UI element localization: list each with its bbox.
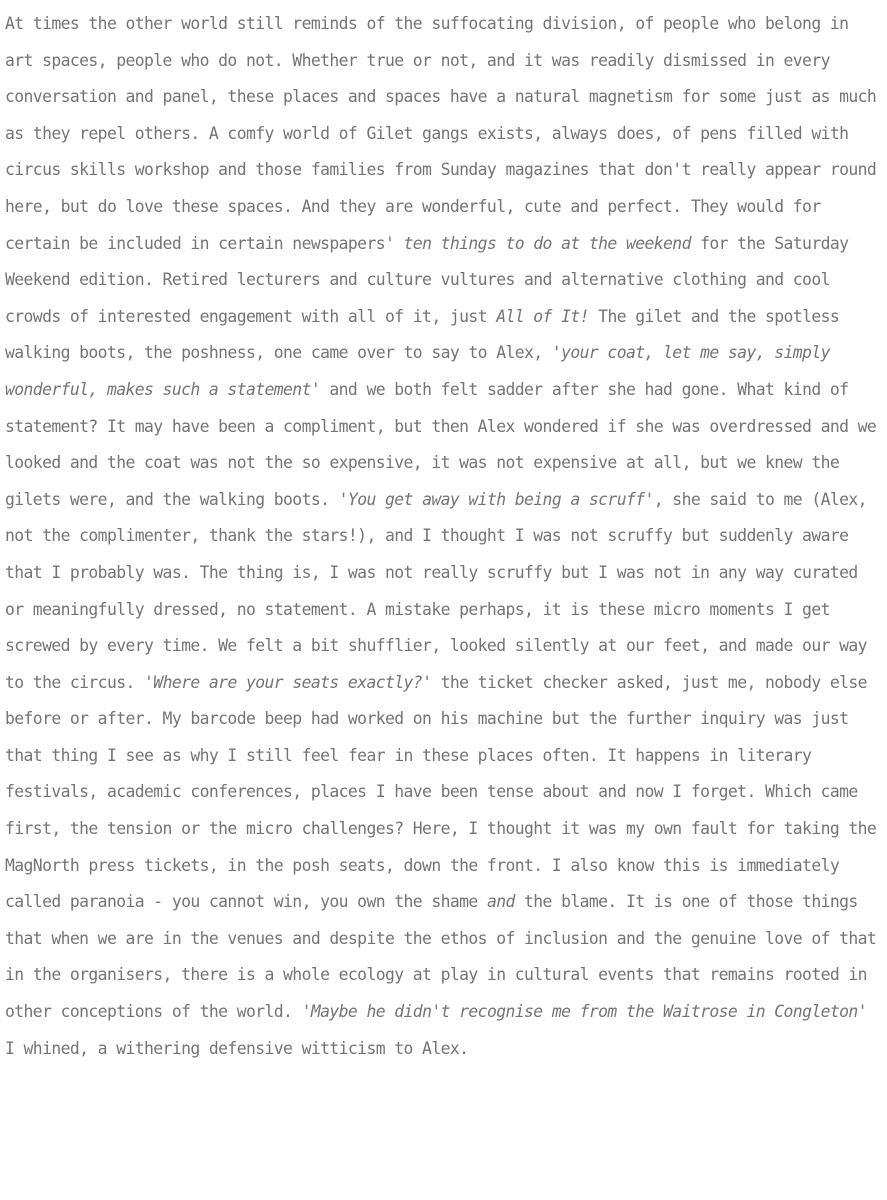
italic-quote: You get away with being a scruff	[347, 489, 645, 509]
italic-quote: Where are your seats exactly?	[153, 672, 423, 692]
italic-phrase: All of It!	[496, 306, 589, 326]
text-run: ', she said to me (Alex, not the complimenter, thank the stars!), and I thought I was not scruffy but suddenly aware that I probably was. The thing is, I was not really scruffy but I was not in any way curated or meaningfully dressed, no statement. A mistake perhaps, it is these micro moments I get screwed by every time. We felt a bit shufflier, looked silently at our feet, and made our way to the circus. '	[5, 489, 867, 692]
body-paragraph	[5, 6, 881, 1067]
italic-quote: Maybe he didn't recognise me from the Waitrose in Congleton	[310, 1002, 858, 1022]
text-run: for the Saturday Weekend edition. Retired lecturers and culture vultures and alternative clothing and cool crowds of interested engagement with all of it, just	[5, 233, 849, 326]
text-run: The gilet and the spotless walking boots, the poshness, one came over to say to Alex, '	[5, 306, 840, 363]
text-run: ' the ticket checker asked, just me, nobody else before or after. My barcode beep had worked on his machine but the further inquiry was just that thing I see as why I still feel fear in these places often. It happens in literary festivals, academic conferences, places I have been tense about and now I forget. Which came first, the tension or the micro challenges? Here, I thought it was my own fault for taking the MagNorth press tickets, in the posh seats, down the front. I also know this is immediately called paranoia - you cannot win, you own the shame	[5, 672, 877, 912]
text-run: the blame. It is one of those things that when we are in the venues and despite the ethos of inclusion and the genuine love of that in the organisers, there is a whole ecology at play in cultural events that remains rooted in other conceptions of the world. '	[5, 892, 877, 1022]
italic-phrase: and	[486, 892, 515, 912]
text-run: At times the other world still reminds of the suffocating division, of people who belong in art spaces, people who do not. Whether true or not, and it was readily dismissed in every conversation and panel, these places and spaces have a natural magnetism for some just as much as they repel others. A comfy world of Gilet gangs exists, always does, of pens filled with circus skills workshop and those families from Sunday magazines that don't really appear round here, but do love these spaces. And they are wonderful, cute and perfect. They would for certain be included in certain newspapers'	[5, 14, 877, 253]
text-run: ' and we both felt sadder after she had gone. What kind of statement? It may have been a compliment, but then Alex wondered if she was overdressed and we looked and the coat was not the so expensive, it was not expensive at all, but we knew the gilets were, and the walking boots. '	[5, 379, 877, 509]
text-run: ' I whined, a withering defensive witticism to Alex.	[5, 1002, 867, 1058]
italic-phrase: ten things to do at the weekend	[403, 233, 691, 253]
italic-quote: your coat, let me say, simply wonderful, makes such a statement	[5, 343, 830, 399]
